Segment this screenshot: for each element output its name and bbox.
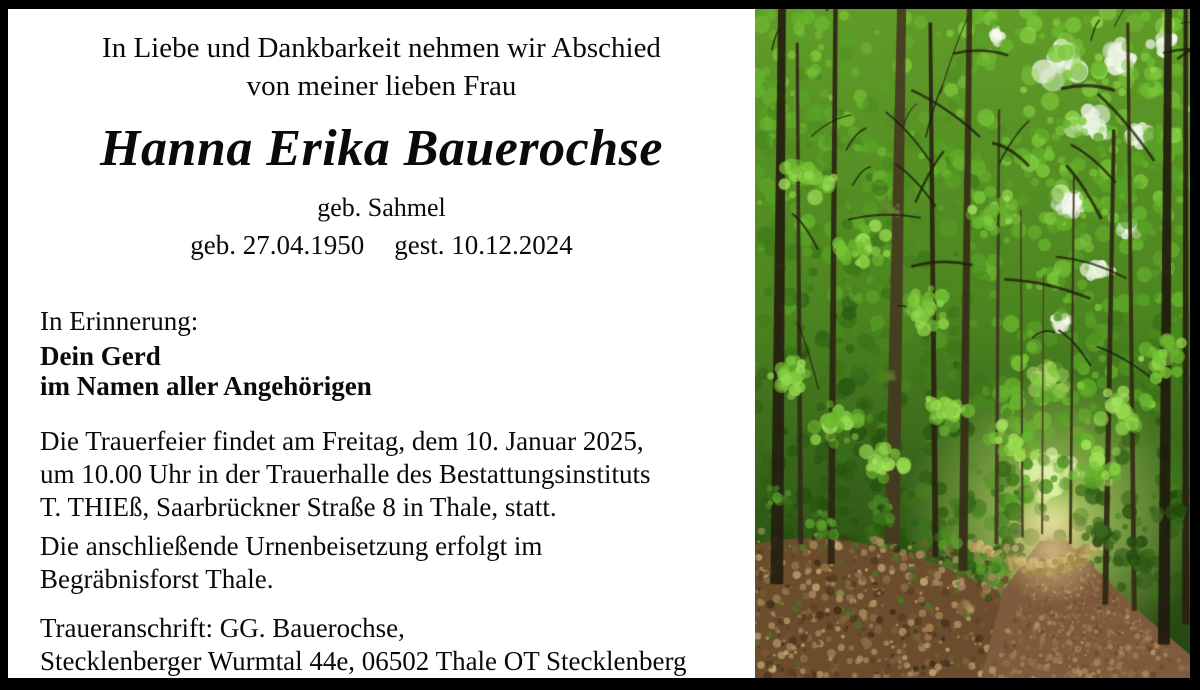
burial-line-1: Die anschließende Urnenbeisetzung erfolgt im [40, 531, 543, 561]
forest-path-photo [755, 9, 1190, 678]
address-line-1: Traueranschrift: GG. Bauerochse, [40, 613, 405, 643]
mourner-line-1: Dein Gerd [40, 341, 161, 371]
funeral-line-3: T. THIEß, Saarbrückner Straße 8 in Thale, statt. [40, 492, 557, 522]
intro-text [8, 29, 755, 105]
burial-line-2: Begräbnisforst Thale. [40, 564, 274, 594]
mourning-address [8, 612, 755, 678]
birth-date: geb. 27.04.1950 [190, 230, 365, 260]
intro-line-1: In Liebe und Dankbarkeit nehmen wir Abschied [102, 32, 661, 64]
maiden-name: geb. Sahmel [317, 193, 446, 222]
obituary-sheet [8, 9, 1190, 678]
funeral-line-2: um 10.00 Uhr in der Trauerhalle des Bestattungsinstituts [40, 459, 651, 489]
life-dates [8, 229, 755, 261]
mourners [8, 341, 755, 401]
funeral-line-1: Die Trauerfeier findet am Freitag, dem 10. Januar 2025, [40, 426, 644, 456]
funeral-details [8, 425, 755, 524]
intro-line-2: von meiner lieben Frau [246, 70, 517, 102]
burial-details [8, 530, 755, 596]
obituary-text-column [8, 9, 755, 678]
address-line-2: Stecklenberger Wurmtal 44e, 06502 Thale OT Stecklenberg [40, 646, 687, 676]
death-date: gest. 10.12.2024 [394, 230, 573, 260]
photo-column [755, 9, 1190, 678]
deceased-name: Hanna Erika Bauerochse [100, 120, 663, 177]
mourner-line-2: im Namen aller Angehörigen [40, 371, 372, 401]
memory-heading: In Erinnerung: [40, 306, 199, 336]
